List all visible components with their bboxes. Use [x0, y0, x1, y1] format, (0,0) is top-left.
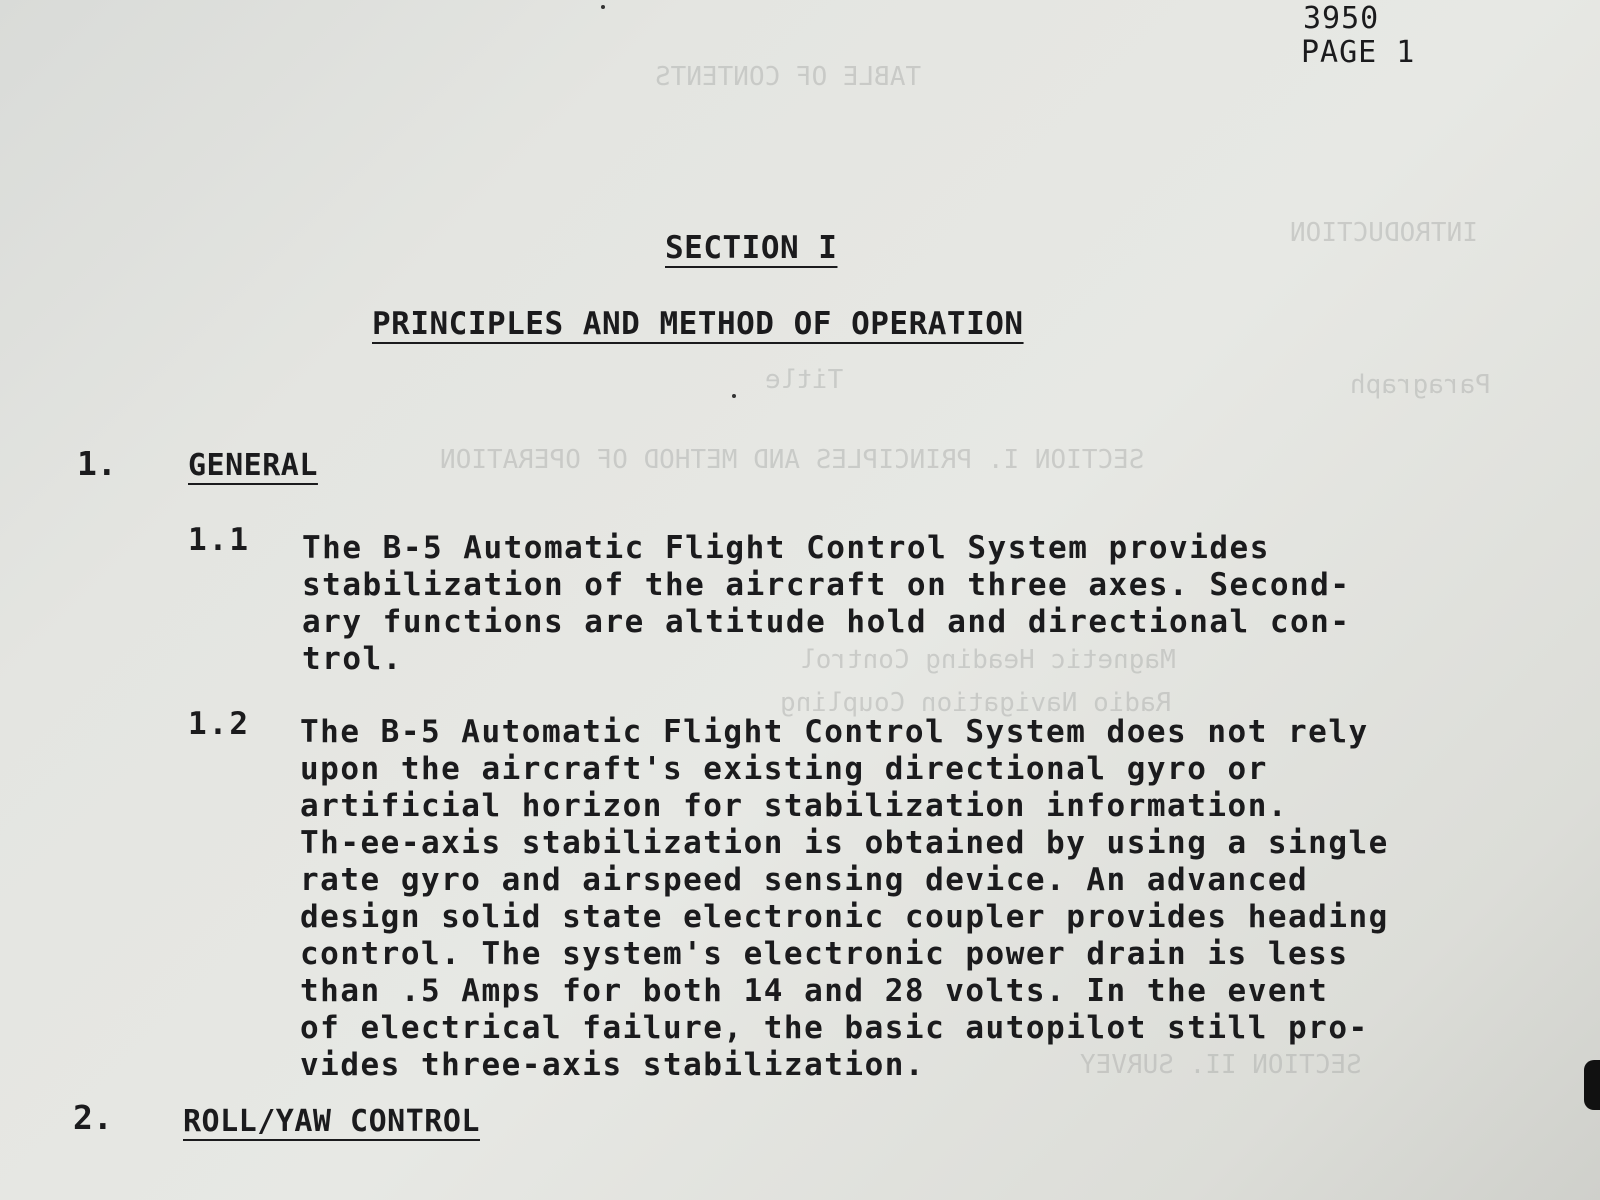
bleed-text-section-i: SECTION I. PRINCIPLES AND METHOD OF OPERATION	[440, 445, 1145, 475]
section-heading-roll-yaw: ROLL/YAW CONTROL	[183, 1104, 480, 1139]
paragraph-line: rate gyro and airspeed sensing device. An advanced	[300, 862, 1309, 898]
section-title: SECTION I	[665, 230, 838, 266]
paragraph-1-1	[302, 530, 1351, 678]
bleed-text-title: Title	[765, 365, 844, 395]
paragraph-line: The B-5 Automatic Flight Control System provides	[302, 530, 1270, 566]
paragraph-line: upon the aircraft's existing directional gyro or	[300, 751, 1268, 787]
section-number: 1.	[77, 444, 117, 483]
paragraph-line: Th-ee-axis stabilization is obtained by using a single	[300, 825, 1389, 861]
bleed-text-paragraph: Paragraph	[1350, 370, 1491, 400]
paragraph-line: of electrical failure, the basic autopilot still pro-	[300, 1010, 1369, 1046]
section-number: 2.	[73, 1098, 113, 1137]
section-subtitle: PRINCIPLES AND METHOD OF OPERATION	[372, 306, 1024, 342]
page-number: PAGE 1	[1301, 35, 1416, 70]
paragraph-number: 1.1	[188, 522, 250, 558]
speck	[732, 394, 736, 398]
page-edge-shadow	[1584, 1060, 1600, 1110]
paragraph-line: stabilization of the aircraft on three axes. Second-	[302, 567, 1351, 603]
paragraph-1-2	[300, 714, 1389, 1084]
paragraph-line: than .5 Amps for both 14 and 28 volts. In the event	[300, 973, 1329, 1009]
paragraph-line: The B-5 Automatic Flight Control System does not rely	[300, 714, 1369, 750]
section-heading-general: GENERAL	[188, 448, 318, 483]
bleed-text-introduction: INTRODUCTION	[1290, 218, 1478, 248]
paragraph-number: 1.2	[188, 706, 250, 742]
bleed-text-radio-navigation: Radio Navigation Coupling	[780, 688, 1172, 718]
paragraph-line: trol.	[302, 641, 403, 677]
paragraph-line: vides three-axis stabilization.	[300, 1047, 926, 1083]
paragraph-line: design solid state electronic coupler provides heading	[300, 899, 1389, 935]
bleed-text-section-ii: SECTION II. SURVEY	[1080, 1050, 1362, 1080]
bleed-text-magnetic-heading: Magnetic Heading Control	[800, 645, 1176, 675]
paragraph-line: ary functions are altitude hold and directional con-	[302, 604, 1351, 640]
document-header	[1303, 2, 1415, 70]
document-number: 3950	[1303, 1, 1380, 36]
bleed-text-table-of-contents: TABLE OF CONTENTS	[655, 62, 922, 92]
paragraph-line: control. The system's electronic power drain is less	[300, 936, 1349, 972]
paragraph-line: artificial horizon for stabilization information.	[300, 788, 1289, 824]
speck	[601, 5, 605, 9]
